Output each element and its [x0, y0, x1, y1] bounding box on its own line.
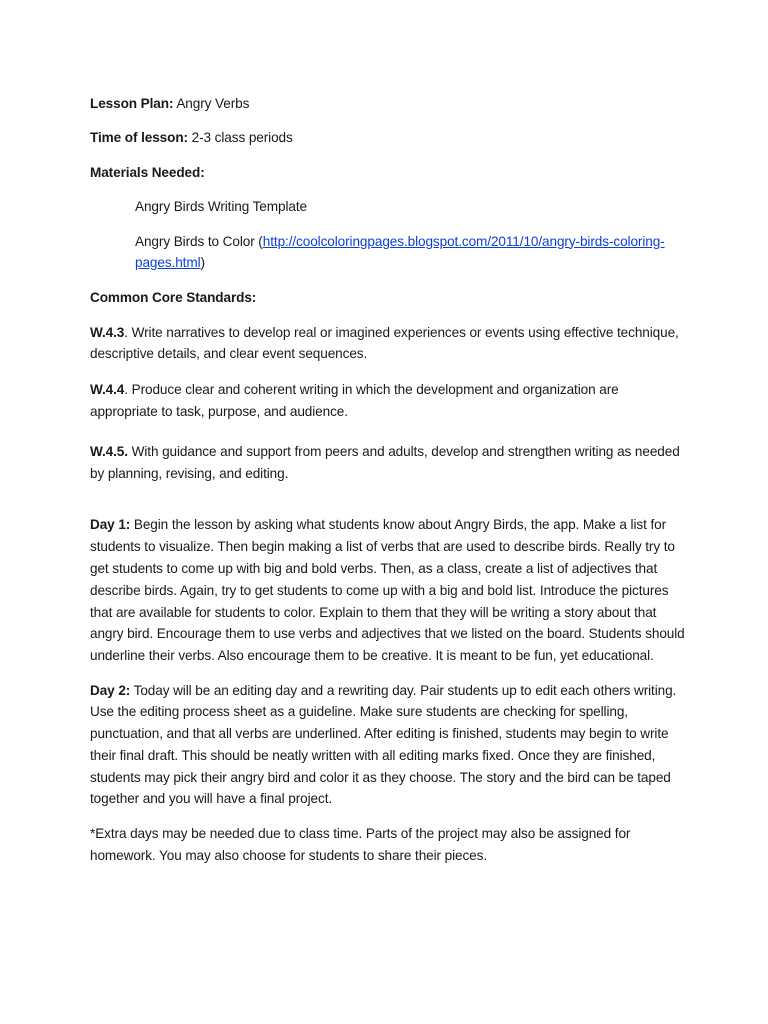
- materials-item-coloring-prefix: Angry Birds to Color (: [135, 233, 263, 249]
- time-of-lesson-line: [90, 127, 686, 149]
- standard-w43-text: . Write narratives to develop real or imagined experiences or events using effective technique, descriptive details, and clear event sequences.: [90, 324, 679, 362]
- day1-text: Begin the lesson by asking what students know about Angry Birds, the app. Make a list for students to visualize. Then begin making a list of verbs that are used to describe birds. Really try to get students to come up with big and bold verbs. Then, as a class, create a list of adjectives that describe birds. Again, try to get students to come up with a big and bold list. Introduce the pictures that are available for students to color. Explain to them that they will be writing a story about that angry bird. Encourage them to use verbs and adjectives that we listed on the board. Students should underline their verbs. Also encourage them to be creative. It is meant to be fun, yet educational.: [90, 517, 685, 664]
- day2-label: Day 2:: [90, 682, 131, 698]
- materials-item-coloring-suffix: ): [200, 255, 205, 271]
- lesson-plan-title: Angry Verbs: [176, 96, 250, 111]
- standard-w44-code: W.4.4: [90, 382, 125, 398]
- materials-item-template: Angry Birds Writing Template: [135, 199, 307, 215]
- materials-heading: [90, 162, 686, 184]
- day2-text: Today will be an editing day and a rewriting day. Pair students up to edit each others writing. Use the editing process sheet as a guideline. Make sure students are checking for spelling, punctuation, and that all verbs are underlined. After editing is finished, students may begin to write their final draft. This should be neatly written with all editing marks fixed. Once they are finished, students may pick their angry bird and color it as they choose. The story and the bird can be taped together and you will have a final project.: [90, 682, 677, 807]
- extra-days-note: *Extra days may be needed due to class time. Parts of the project may also be assigned for homework. You may also choose for students to share their pieces.: [90, 825, 631, 863]
- standards-heading: [90, 287, 686, 309]
- standard-w44: [90, 379, 686, 423]
- standard-w44-text: . Produce clear and coherent writing in which the development and organization are appropriate to task, purpose, and audience.: [90, 382, 619, 419]
- materials-item-coloring: [90, 231, 686, 275]
- standards-label: Common Core Standards:: [90, 289, 257, 305]
- lesson-plan-body: [90, 93, 686, 866]
- day2-paragraph: [90, 680, 686, 811]
- standard-w45-code: W.4.5.: [90, 443, 128, 459]
- coloring-pages-link[interactable]: http://coolcoloringpages.blogspot.com/2011/10/angry-birds-coloring-pages.html: [135, 233, 665, 271]
- time-of-lesson-label: Time of lesson:: [90, 130, 188, 146]
- day1-paragraph: [90, 514, 686, 667]
- time-of-lesson-value: 2-3 class periods: [191, 130, 293, 146]
- materials-label: Materials Needed:: [90, 164, 205, 180]
- standard-w45: [90, 441, 686, 485]
- lesson-plan-label: Lesson Plan:: [90, 96, 174, 111]
- standard-w43-code: W.4.3: [90, 324, 125, 340]
- standard-w43: [90, 322, 686, 366]
- day1-label: Day 1:: [90, 517, 131, 533]
- standard-w45-text: With guidance and support from peers and adults, develop and strengthen writing as needed by planning, revising, and editing.: [90, 443, 680, 481]
- lesson-plan-line: [90, 93, 686, 115]
